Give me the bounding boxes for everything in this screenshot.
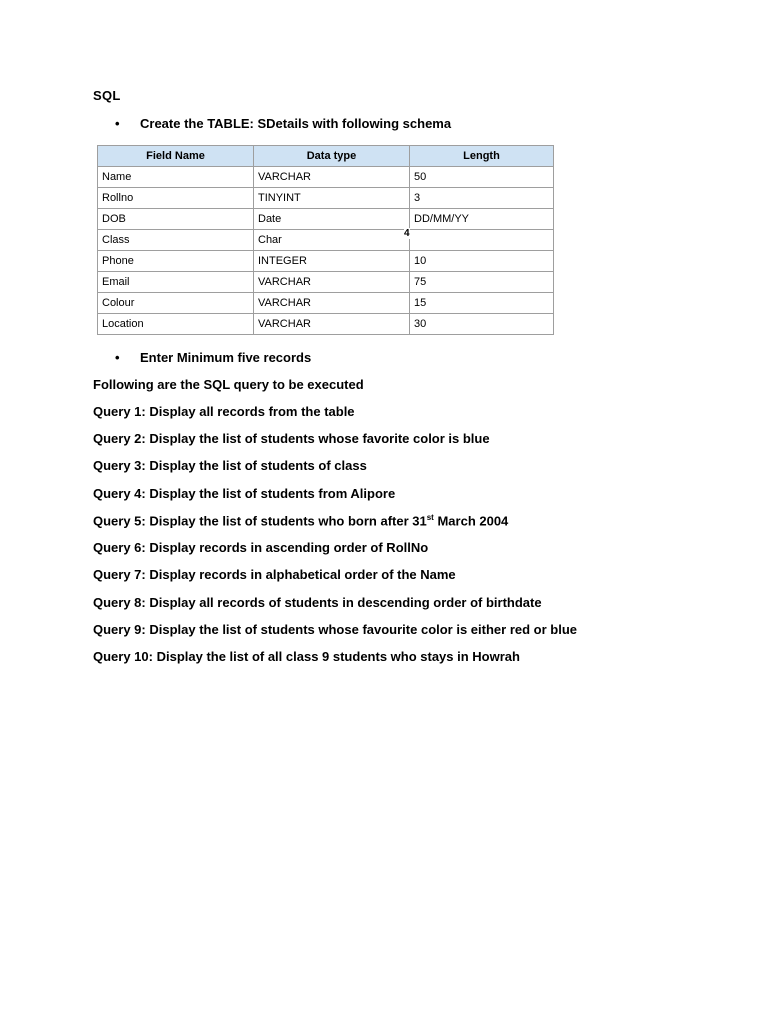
- table-row: [98, 230, 554, 251]
- table-cell: 75: [410, 272, 554, 293]
- column-header: Length: [410, 146, 554, 167]
- table-cell: 30: [410, 314, 554, 335]
- schema-table: [97, 145, 554, 335]
- table-cell: Name: [98, 167, 254, 188]
- query-4: Query 4: Display the list of students from Alipore: [93, 486, 396, 501]
- table-row: [98, 293, 554, 314]
- table-row: [98, 251, 554, 272]
- table-row: [98, 209, 554, 230]
- query-5-text-end: March 2004: [433, 513, 509, 529]
- queries-intro: Following are the SQL query to be executed: [93, 377, 364, 392]
- table-cell: [410, 230, 554, 251]
- query-5-text: Query 5: Display the list of students who born after 31: [93, 513, 427, 529]
- table-row: [98, 314, 554, 335]
- table-row: [98, 272, 554, 293]
- table-cell: VARCHAR: [254, 293, 410, 314]
- query-3: Query 3: Display the list of students of class: [93, 458, 367, 473]
- query-5-ordinal: st: [426, 513, 434, 522]
- query-1: Query 1: Display all records from the table: [93, 404, 355, 419]
- table-cell: Location: [98, 314, 254, 335]
- query-5: [93, 513, 508, 528]
- table-cell: Rollno: [98, 188, 254, 209]
- table-cell: Char: [254, 230, 410, 251]
- column-header: Field Name: [98, 146, 254, 167]
- table-cell: DD/MM/YY: [410, 209, 554, 230]
- table-cell: VARCHAR: [254, 314, 410, 335]
- table-cell: 15: [410, 293, 554, 314]
- table-row: [98, 188, 554, 209]
- class-length-overlay: 4: [404, 228, 410, 239]
- table-cell: TINYINT: [254, 188, 410, 209]
- bullet-dot: •: [115, 116, 120, 131]
- column-header: Data type: [254, 146, 410, 167]
- table-cell: 50: [410, 167, 554, 188]
- query-8: Query 8: Display all records of students in descending order of birthdate: [93, 595, 542, 610]
- table-cell: Email: [98, 272, 254, 293]
- query-6: Query 6: Display records in ascending order of RollNo: [93, 540, 429, 555]
- table-cell: 3: [410, 188, 554, 209]
- table-cell: Date: [254, 209, 410, 230]
- table-cell: Class: [98, 230, 254, 251]
- bullet-text: Enter Minimum five records: [140, 350, 312, 365]
- table-header-row: [98, 146, 554, 167]
- table-cell: Phone: [98, 251, 254, 272]
- table-cell: VARCHAR: [254, 167, 410, 188]
- table-row: [98, 167, 554, 188]
- page-heading: SQL: [93, 88, 121, 103]
- query-10: Query 10: Display the list of all class 9 students who stays in Howrah: [93, 649, 520, 664]
- query-7: Query 7: Display records in alphabetical order of the Name: [93, 567, 456, 582]
- query-2: Query 2: Display the list of students whose favorite color is blue: [93, 431, 490, 446]
- table-cell: 10: [410, 251, 554, 272]
- table-cell: DOB: [98, 209, 254, 230]
- bullet-text: Create the TABLE: SDetails with following schema: [140, 116, 452, 131]
- table-cell: VARCHAR: [254, 272, 410, 293]
- bullet-dot: •: [115, 350, 120, 365]
- table-cell: Colour: [98, 293, 254, 314]
- table-cell: INTEGER: [254, 251, 410, 272]
- query-9: Query 9: Display the list of students whose favourite color is either red or blue: [93, 622, 577, 637]
